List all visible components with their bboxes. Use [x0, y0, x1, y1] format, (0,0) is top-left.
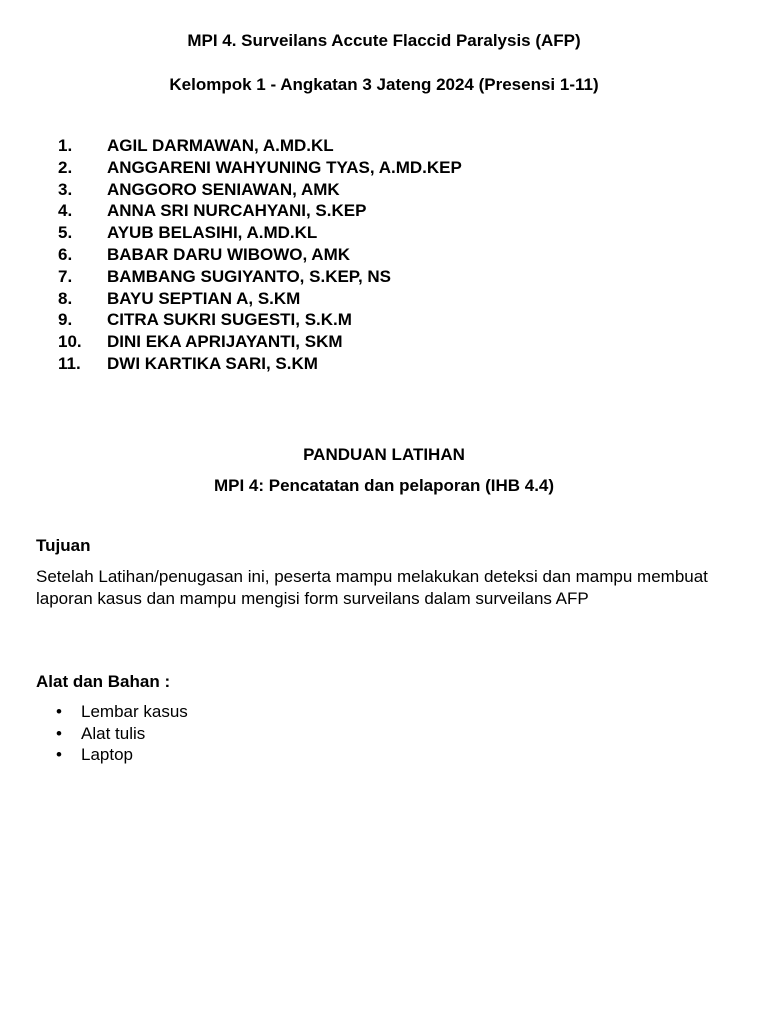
list-item [0, 723, 768, 745]
tools-list [0, 701, 768, 766]
list-number: 6. [58, 244, 73, 264]
member-name: ANGGARENI WAHYUNING TYAS, A.MD.KEP [107, 157, 462, 177]
purpose-heading: Tujuan [36, 536, 91, 555]
member-name: BAYU SEPTIAN A, S.KM [107, 288, 301, 308]
tool-label: Laptop [81, 745, 133, 764]
document-subtitle: Kelompok 1 - Angkatan 3 Jateng 2024 (Presensi 1-11) [169, 75, 599, 94]
tools-heading: Alat dan Bahan : [36, 672, 171, 691]
document-title: MPI 4. Surveilans Accute Flaccid Paralysis (AFP) [187, 31, 581, 50]
list-item [0, 266, 768, 288]
list-item [0, 744, 768, 766]
purpose-paragraph: Setelah Latihan/penugasan ini, peserta mampu melakukan deteksi dan mampu membuat laporan kasus dan mampu mengisi form surveilans dalam surveilans AFP [36, 567, 708, 608]
member-list [0, 135, 768, 375]
list-item [0, 353, 768, 375]
list-number: 4. [58, 201, 73, 221]
member-name: AYUB BELASIHI, A.MD.KL [107, 223, 318, 243]
list-item [0, 244, 768, 266]
list-number: 3. [58, 179, 73, 199]
tool-label: Alat tulis [81, 723, 146, 743]
list-number: 5. [58, 223, 73, 243]
bullet-icon: • [56, 723, 62, 743]
member-name: BAMBANG SUGIYANTO, S.KEP, NS [107, 266, 392, 286]
list-item [0, 701, 768, 723]
member-name: BABAR DARU WIBOWO, AMK [107, 244, 351, 264]
member-name: ANGGORO SENIAWAN, AMK [107, 179, 340, 199]
list-number: 2. [58, 157, 73, 177]
list-item [0, 309, 768, 331]
member-name: DINI EKA APRIJAYANTI, SKM [107, 332, 343, 352]
member-name: ANNA SRI NURCAHYANI, S.KEP [107, 201, 367, 221]
list-item [0, 200, 768, 222]
guide-title: PANDUAN LATIHAN [303, 445, 465, 464]
list-number: 1. [58, 136, 73, 155]
list-item [0, 157, 768, 179]
list-item [0, 135, 768, 157]
member-name: AGIL DARMAWAN, A.MD.KL [107, 136, 334, 155]
list-number: 7. [58, 266, 73, 286]
member-name: CITRA SUKRI SUGESTI, S.K.M [107, 310, 352, 330]
list-number: 9. [58, 310, 73, 330]
list-item [0, 179, 768, 201]
list-item [0, 222, 768, 244]
list-item [0, 331, 768, 353]
guide-subtitle: MPI 4: Pencatatan dan pelaporan (IHB 4.4) [213, 476, 555, 495]
list-item [0, 288, 768, 310]
list-number: 11. [58, 353, 81, 373]
member-name: DWI KARTIKA SARI, S.KM [107, 353, 318, 373]
list-number: 8. [58, 288, 73, 308]
list-number: 10. [58, 332, 82, 352]
bullet-icon: • [56, 702, 62, 721]
tool-label: Lembar kasus [81, 702, 188, 721]
bullet-icon: • [56, 745, 62, 764]
